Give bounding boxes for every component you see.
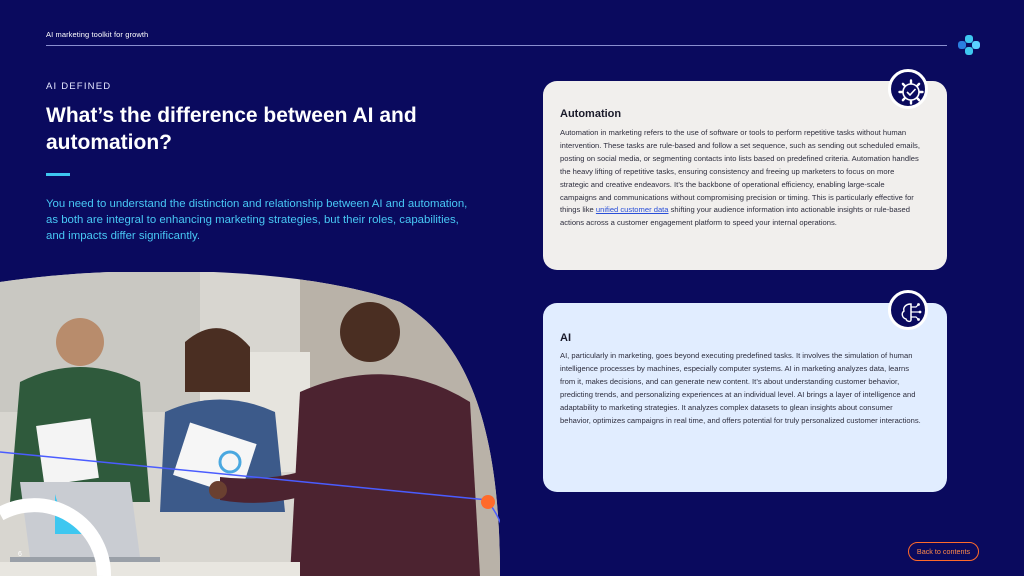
section-eyebrow: AI DEFINED: [46, 81, 112, 92]
automation-badge: [888, 69, 928, 109]
page-number: 6: [18, 551, 22, 558]
accent-rule: [46, 173, 70, 176]
automation-title: Automation: [560, 108, 622, 120]
automation-card: [543, 81, 947, 270]
intro-paragraph: You need to understand the distinction and relationship between AI and automation, as both are integral to enhancing marketing strategies, but their roles, capabilities, and impacts differ significantly.: [46, 198, 468, 242]
back-to-contents-button[interactable]: Back to contents: [908, 542, 979, 561]
brand-logo-icon: [958, 35, 980, 55]
header-divider: [46, 45, 947, 46]
unified-customer-data-link[interactable]: unified customer data: [595, 205, 669, 215]
toolkit-title: AI marketing toolkit for growth: [46, 30, 149, 39]
ai-badge: [888, 290, 928, 330]
automation-body: Automation in marketing refers to the use of software or tools to perform repetitive tasks without human intervention. These tasks are rule-based and follow a set sequence, such as sending out scheduled emails, posting on social media, or segmenting contacts into lists based on predefined criteria. Automation handles the heavy lifting of repetitive tasks, ensuring consistency and freeing up marketers to focus on more strategic and creative endeavors. It’s the backbone of operational efficiency, enabling large-scale campaigns and communications without compromising precision or timing. This is particularly effective for things like unified customer data shifting your audience information into actionable insights or rule-based actions across a customer engagement platform to speed your internal operations.: [560, 128, 920, 228]
ai-title: AI: [560, 332, 571, 344]
gear-check-icon: [897, 78, 925, 106]
brain-circuit-icon: [897, 299, 925, 327]
team-meeting-photo: [0, 272, 500, 576]
ai-card: [543, 303, 947, 492]
page-title: What’s the difference between AI and automation?: [46, 104, 417, 154]
ai-body: AI, particularly in marketing, goes beyond executing predefined tasks. It involves the simulation of human intelligence processes by machines, especially computer systems. AI in marketing analyzes data, learns from it, makes decisions, and can generate new content. It’s about understanding customer behavior, predicting trends, and personalizing experiences at an individual level. AI brings a layer of intelligence and adaptability to marketing strategies. It analyzes complex datasets to glean insights about consumer behavior, optimizes campaigns in real time, and offers potential for truly personalized customer interactions.: [560, 351, 921, 425]
